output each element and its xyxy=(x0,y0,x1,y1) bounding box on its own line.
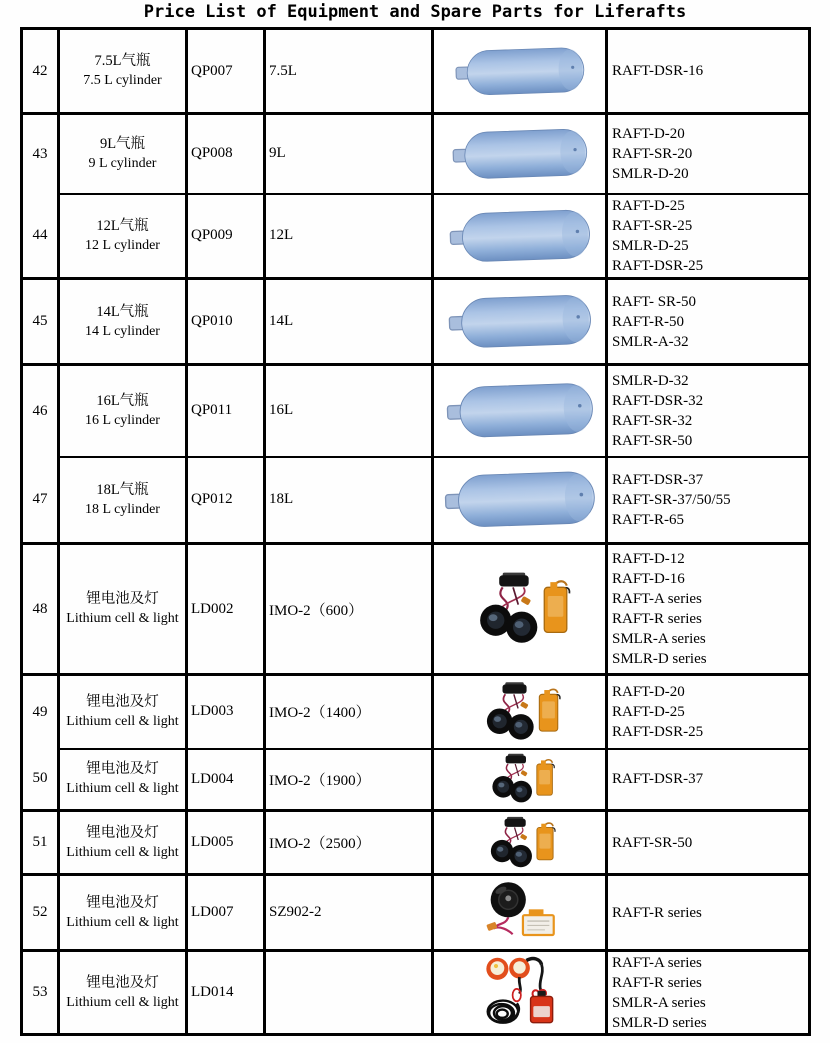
row-number-cell xyxy=(22,749,59,811)
item-spec-cell xyxy=(265,675,433,749)
table-row xyxy=(22,194,810,279)
item-spec: IMO-2（1400） xyxy=(269,705,371,722)
item-spec-cell xyxy=(265,365,433,457)
item-name-chinese: 锂电池及灯 xyxy=(86,824,159,841)
model-item: RAFT-D-20 xyxy=(612,683,685,700)
model-item: SMLR-D series xyxy=(612,1014,707,1031)
item-spec-cell xyxy=(265,749,433,811)
item-models-cell xyxy=(607,811,810,875)
item-spec: IMO-2（1900） xyxy=(269,772,371,789)
lamp-and-battery-photo xyxy=(434,570,605,648)
item-code-cell xyxy=(187,457,265,544)
item-name-chinese: 7.5L气瓶 xyxy=(94,53,151,69)
model-item: RAFT-D-16 xyxy=(612,571,685,587)
model-item: SMLR-A series xyxy=(612,631,706,647)
item-code: QP009 xyxy=(191,227,233,244)
model-item: RAFT-D-20 xyxy=(612,125,685,142)
table-row xyxy=(22,675,810,749)
item-code: QP008 xyxy=(191,145,233,162)
model-item: RAFT-SR-37/50/55 xyxy=(612,491,731,508)
item-code-cell xyxy=(187,675,265,749)
item-image-cell xyxy=(433,29,607,114)
item-spec: 14L xyxy=(269,313,294,329)
item-code: LD003 xyxy=(191,703,234,720)
item-name-chinese: 18L气瓶 xyxy=(96,481,149,498)
item-name-cell xyxy=(59,365,187,457)
item-image-cell xyxy=(433,365,607,457)
item-image-cell xyxy=(433,675,607,749)
item-code: QP007 xyxy=(191,62,233,79)
item-models-cell xyxy=(607,749,810,811)
item-name-chinese: 16L气瓶 xyxy=(96,392,149,409)
item-name-english: 16 L cylinder xyxy=(85,412,160,428)
item-models-cell xyxy=(607,279,810,365)
model-item: RAFT-DSR-37 xyxy=(612,771,704,788)
item-code: QP012 xyxy=(191,491,233,508)
item-image-cell xyxy=(433,279,607,365)
item-image-cell xyxy=(433,457,607,544)
row-number: 49 xyxy=(32,703,48,720)
item-name-chinese: 12L气瓶 xyxy=(96,217,149,234)
gas-cylinder-photo xyxy=(434,377,605,444)
item-spec-cell xyxy=(265,457,433,544)
table-row xyxy=(22,544,810,675)
model-item: RAFT-SR-20 xyxy=(612,145,693,162)
row-number-cell xyxy=(22,811,59,875)
item-name-cell xyxy=(59,951,187,1035)
lamp-and-battery-photo xyxy=(434,680,605,744)
table-row xyxy=(22,811,810,875)
item-image-cell xyxy=(433,875,607,951)
item-name-cell xyxy=(59,875,187,951)
item-spec-cell xyxy=(265,951,433,1035)
price-table xyxy=(20,27,811,1036)
item-code: QP010 xyxy=(191,313,233,329)
model-item: RAFT-D-25 xyxy=(612,197,685,214)
model-item: RAFT-SR-50 xyxy=(612,834,693,851)
model-item: SMLR-D-32 xyxy=(612,372,689,389)
model-item: SMLR-A series xyxy=(612,994,706,1011)
item-code-cell xyxy=(187,875,265,951)
item-name-cell xyxy=(59,457,187,544)
item-name-chinese: 14L气瓶 xyxy=(96,303,149,320)
item-code: QP011 xyxy=(191,402,233,419)
item-code-cell xyxy=(187,749,265,811)
item-name-english: 7.5 L cylinder xyxy=(83,73,162,88)
item-name-cell xyxy=(59,544,187,675)
row-number-cell xyxy=(22,29,59,114)
item-name-chinese: 锂电池及灯 xyxy=(86,761,159,778)
gas-cylinder-photo xyxy=(434,123,605,185)
item-models-cell xyxy=(607,544,810,675)
item-spec: 7.5L xyxy=(269,62,297,79)
lamp-and-battery-photo xyxy=(434,752,605,806)
gas-cylinder-photo xyxy=(434,204,605,268)
row-number: 51 xyxy=(32,834,48,850)
row-number: 46 xyxy=(32,402,48,419)
item-code-cell xyxy=(187,114,265,194)
item-spec: 16L xyxy=(269,402,294,419)
item-name-chinese: 9L气瓶 xyxy=(99,135,146,152)
table-row xyxy=(22,749,810,811)
item-name-chinese: 锂电池及灯 xyxy=(86,974,159,991)
row-number-cell xyxy=(22,114,59,194)
row-number: 45 xyxy=(32,313,48,329)
row-number-cell xyxy=(22,544,59,675)
row-number-cell xyxy=(22,675,59,749)
item-models-cell xyxy=(607,457,810,544)
item-models-cell xyxy=(607,29,810,114)
item-models-cell xyxy=(607,875,810,951)
model-item: SMLR-D series xyxy=(612,651,707,667)
table-row xyxy=(22,279,810,365)
table-row xyxy=(22,457,810,544)
item-name-english: Lithium cell & light xyxy=(66,713,179,729)
item-code: LD002 xyxy=(191,600,234,617)
item-spec: 12L xyxy=(269,227,294,244)
item-spec-cell xyxy=(265,875,433,951)
item-image-cell xyxy=(433,544,607,675)
item-code: LD014 xyxy=(191,984,234,1000)
item-name-cell xyxy=(59,194,187,279)
item-models-cell xyxy=(607,194,810,279)
model-item: RAFT-R series xyxy=(612,611,702,627)
item-name-english: 9 L cylinder xyxy=(88,155,157,171)
model-item: RAFT-A series xyxy=(612,591,702,607)
item-name-chinese: 锂电池及灯 xyxy=(86,894,159,911)
item-spec-cell xyxy=(265,279,433,365)
item-name-cell xyxy=(59,29,187,114)
item-code: LD004 xyxy=(191,770,234,787)
item-name-english: Lithium cell & light xyxy=(66,914,179,930)
item-code-cell xyxy=(187,951,265,1035)
row-number-cell xyxy=(22,875,59,951)
item-models-cell xyxy=(607,675,810,749)
model-item: RAFT-DSR-25 xyxy=(612,723,704,740)
page-title: Price List of Equipment and Spare Parts for Liferafts xyxy=(143,2,687,22)
item-name-chinese: 锂电池及灯 xyxy=(86,591,159,607)
model-item: SMLR-D-25 xyxy=(612,237,689,254)
row-number: 52 xyxy=(32,904,48,920)
row-number-cell xyxy=(22,951,59,1035)
row-number: 44 xyxy=(32,226,48,243)
item-code-cell xyxy=(187,194,265,279)
model-item: RAFT-DSR-32 xyxy=(612,392,704,409)
item-name-cell xyxy=(59,749,187,811)
model-item: RAFT-SR-50 xyxy=(612,432,693,449)
item-name-english: Lithium cell & light xyxy=(66,611,179,626)
item-image-cell xyxy=(433,811,607,875)
item-spec-cell xyxy=(265,811,433,875)
item-spec-cell xyxy=(265,29,433,114)
item-name-cell xyxy=(59,811,187,875)
item-spec-cell xyxy=(265,114,433,194)
row-number-cell xyxy=(22,365,59,457)
row-number: 43 xyxy=(32,145,48,162)
gas-cylinder-photo xyxy=(434,465,605,534)
model-item: RAFT- SR-50 xyxy=(612,293,697,310)
lamp-and-battery-photo xyxy=(434,815,605,871)
model-item: RAFT-D-25 xyxy=(612,703,685,720)
item-name-english: 14 L cylinder xyxy=(85,323,160,339)
table-row xyxy=(22,29,810,114)
item-name-cell xyxy=(59,675,187,749)
item-image-cell xyxy=(433,114,607,194)
strobe-lights-cable-battery-photo xyxy=(434,955,605,1031)
gas-cylinder-photo xyxy=(434,289,605,354)
model-item: RAFT-SR-32 xyxy=(612,412,693,429)
row-number: 48 xyxy=(32,600,48,617)
row-number-cell xyxy=(22,194,59,279)
model-item: SMLR-A-32 xyxy=(612,333,689,350)
item-models-cell xyxy=(607,114,810,194)
disc-lamp-and-battery-photo xyxy=(434,880,605,946)
row-number: 50 xyxy=(32,770,48,787)
item-code-cell xyxy=(187,29,265,114)
row-number-cell xyxy=(22,279,59,365)
item-image-cell xyxy=(433,194,607,279)
item-code-cell xyxy=(187,544,265,675)
item-image-cell xyxy=(433,951,607,1035)
gas-cylinder-photo xyxy=(434,42,605,101)
item-spec: 18L xyxy=(269,491,294,508)
item-models-cell xyxy=(607,365,810,457)
item-code-cell xyxy=(187,279,265,365)
item-spec-cell xyxy=(265,194,433,279)
item-spec: IMO-2（600） xyxy=(269,602,364,619)
item-image-cell xyxy=(433,749,607,811)
model-item: RAFT-R series xyxy=(612,904,702,921)
item-name-chinese: 锂电池及灯 xyxy=(86,693,159,710)
model-item: RAFT-R series xyxy=(612,974,702,991)
item-name-english: Lithium cell & light xyxy=(66,781,179,797)
item-name-english: 18 L cylinder xyxy=(85,501,160,517)
row-number: 42 xyxy=(32,62,48,79)
item-code-cell xyxy=(187,811,265,875)
item-code: LD005 xyxy=(191,834,234,850)
model-item: RAFT-R-65 xyxy=(612,511,684,528)
item-spec: SZ902-2 xyxy=(269,904,322,920)
row-number-cell xyxy=(22,457,59,544)
item-name-english: 12 L cylinder xyxy=(85,237,160,253)
model-item: RAFT-SR-25 xyxy=(612,217,693,234)
item-code-cell xyxy=(187,365,265,457)
model-item: RAFT-D-12 xyxy=(612,551,685,567)
item-name-cell xyxy=(59,279,187,365)
model-item: RAFT-DSR-16 xyxy=(612,63,704,79)
item-name-cell xyxy=(59,114,187,194)
row-number: 47 xyxy=(32,490,48,507)
model-item: SMLR-D-20 xyxy=(612,165,689,182)
table-row xyxy=(22,875,810,951)
table-row xyxy=(22,365,810,457)
row-number: 53 xyxy=(32,984,48,1000)
model-item: RAFT-A series xyxy=(612,954,702,971)
table-row xyxy=(22,951,810,1035)
item-spec-cell xyxy=(265,544,433,675)
item-code: LD007 xyxy=(191,904,234,920)
item-models-cell xyxy=(607,951,810,1035)
model-item: RAFT-DSR-37 xyxy=(612,471,704,488)
item-name-english: Lithium cell & light xyxy=(66,844,179,860)
item-spec: 9L xyxy=(269,145,286,162)
item-name-english: Lithium cell & light xyxy=(66,994,179,1010)
model-item: RAFT-DSR-25 xyxy=(612,257,704,274)
item-spec: IMO-2（2500） xyxy=(269,836,371,852)
table-row xyxy=(22,114,810,194)
model-item: RAFT-R-50 xyxy=(612,313,684,330)
